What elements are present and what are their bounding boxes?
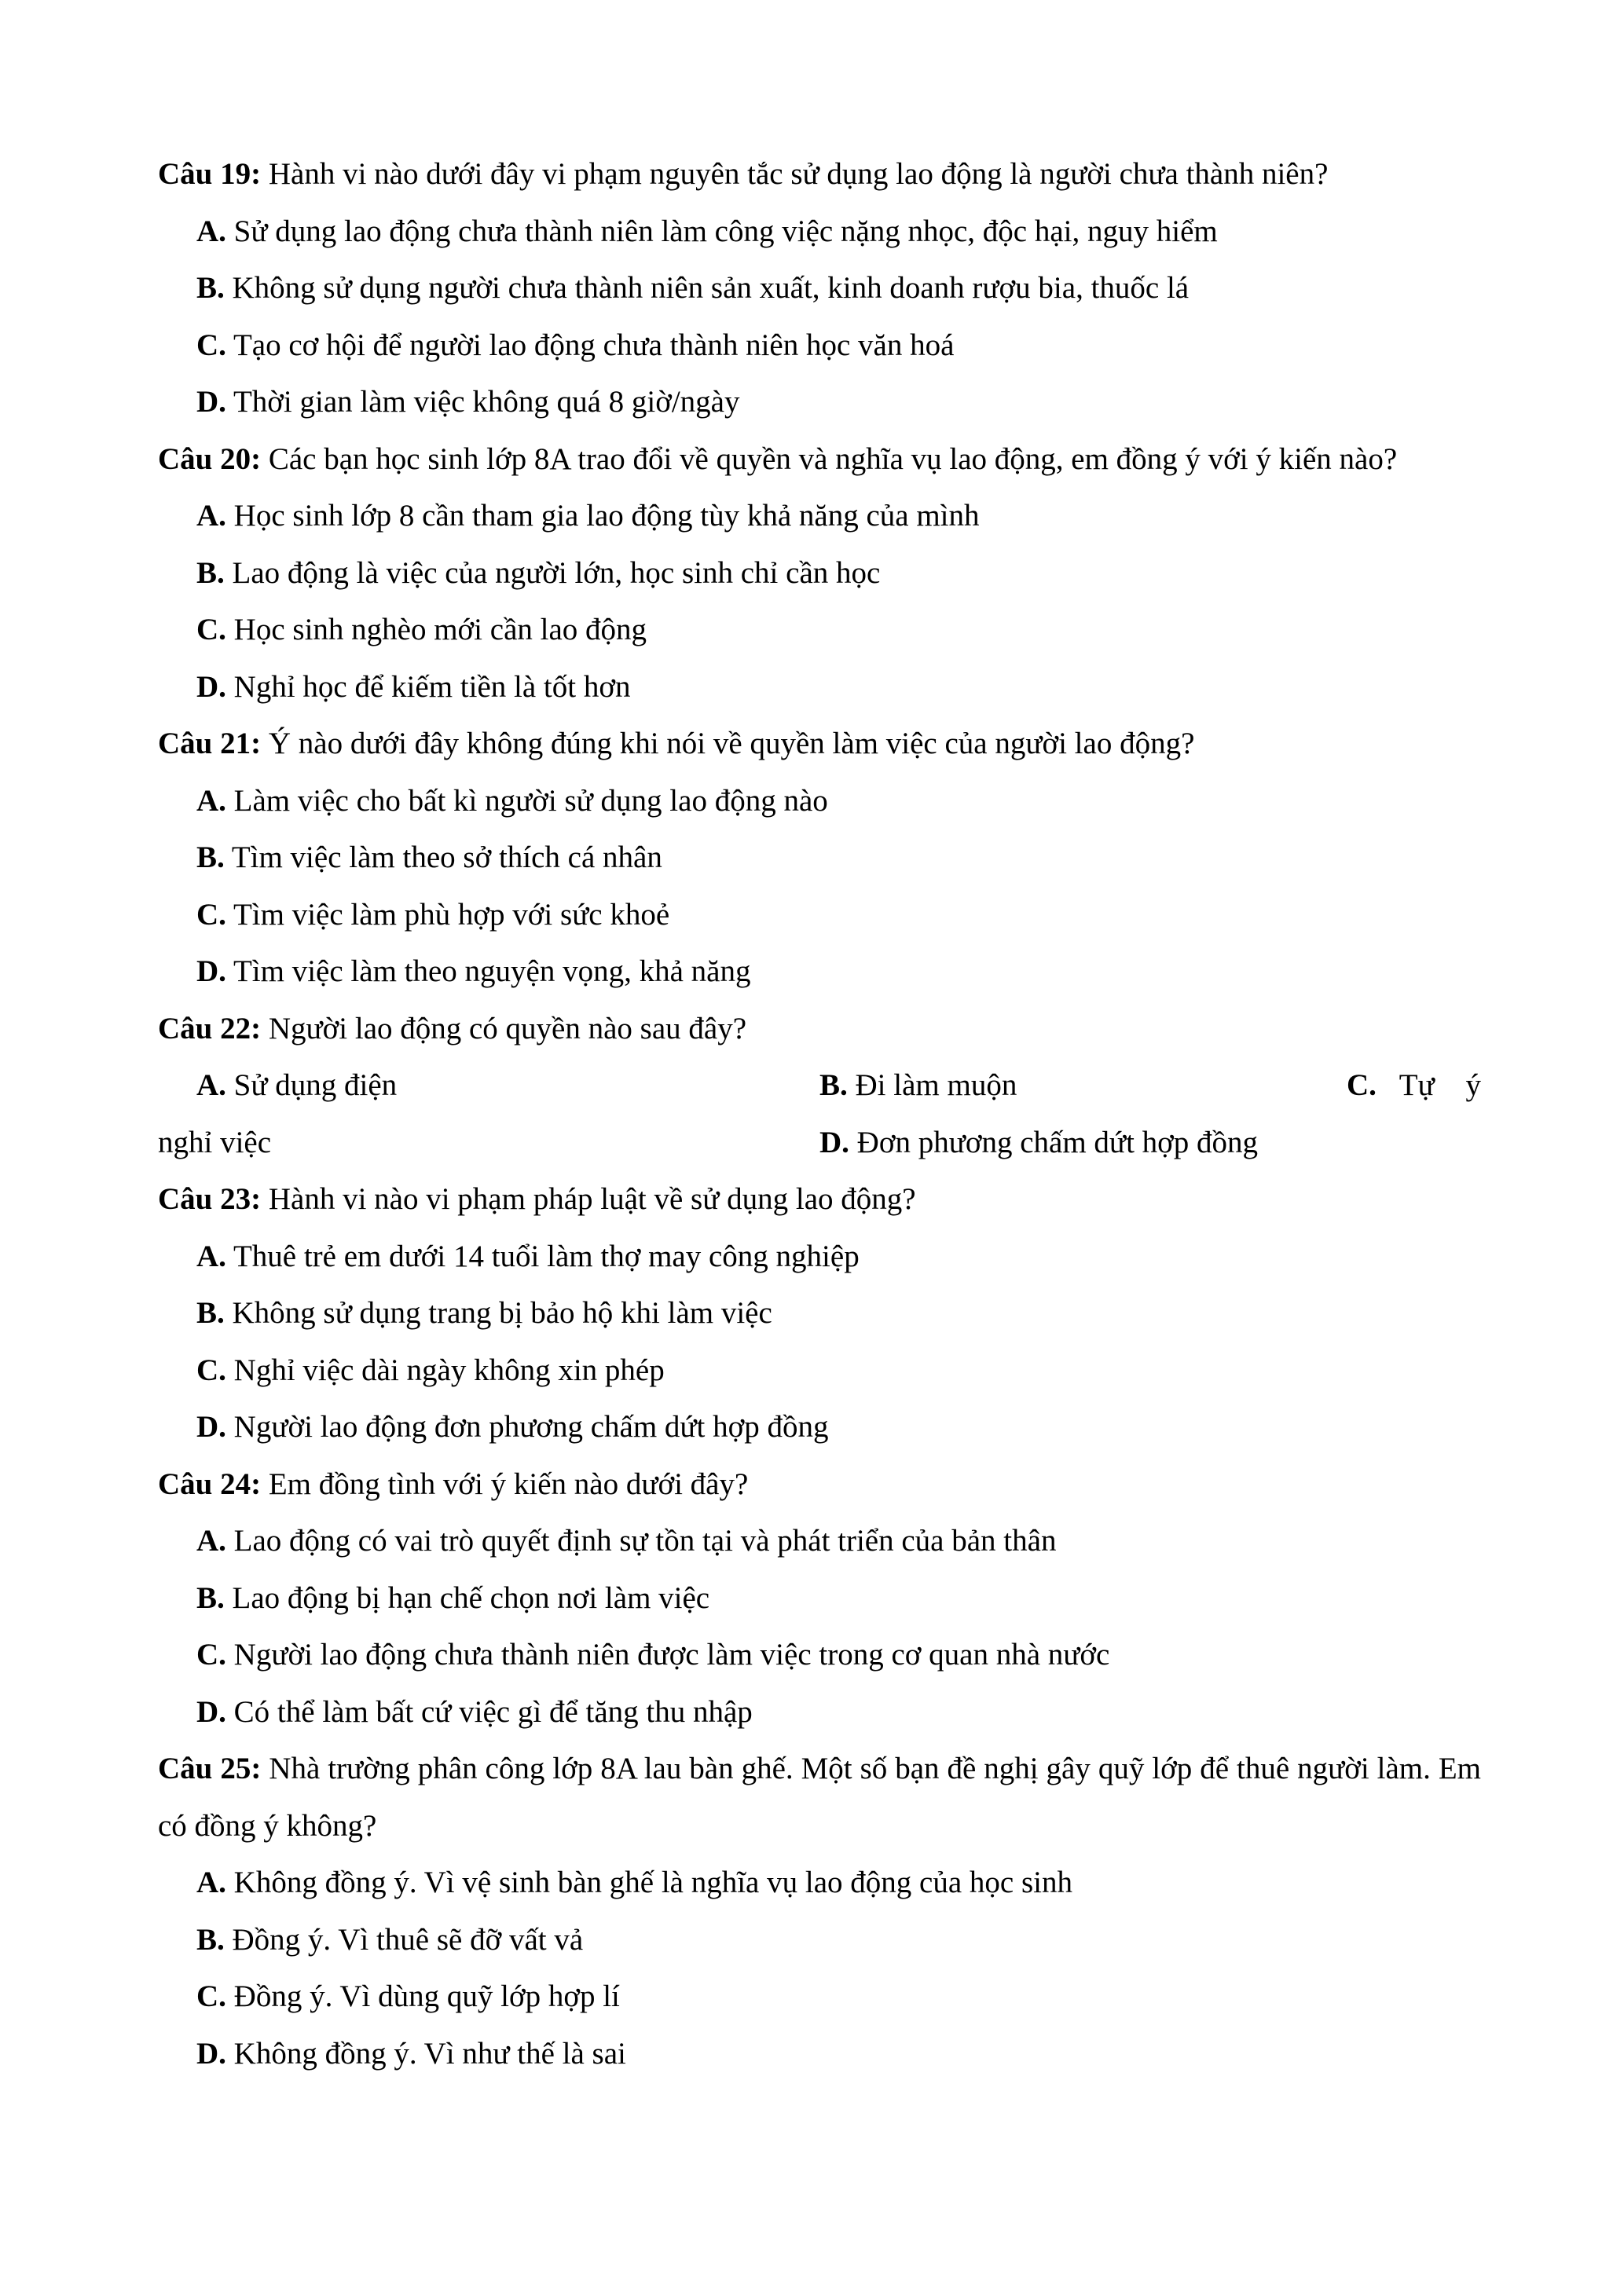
option-key: D. bbox=[196, 2036, 226, 2071]
option-key: B. bbox=[196, 1922, 225, 1957]
option-text: Đồng ý. Vì thuê sẽ đỡ vất vả bbox=[232, 1922, 584, 1957]
option-a bbox=[158, 488, 1481, 545]
option-key: C. bbox=[1347, 1068, 1377, 1102]
option-text: Đồng ý. Vì dùng quỹ lớp hợp lí bbox=[233, 1979, 620, 2013]
option-text: Thuê trẻ em dưới 14 tuổi làm thợ may công nghiệp bbox=[233, 1239, 860, 1273]
option-text: Tạo cơ hội để người lao động chưa thành niên học văn hoá bbox=[233, 328, 955, 362]
options-row bbox=[158, 1115, 1481, 1172]
option-text: Đi làm muộn bbox=[855, 1068, 1017, 1102]
option-key: C. bbox=[196, 897, 226, 932]
option-text: Thời gian làm việc không quá 8 giờ/ngày bbox=[233, 385, 740, 419]
question-label: Câu 24: bbox=[158, 1467, 262, 1501]
option-key: A. bbox=[196, 499, 226, 533]
option-b bbox=[158, 260, 1481, 317]
option-b bbox=[158, 1570, 1481, 1628]
option-key: C. bbox=[196, 1638, 226, 1672]
option-key: D. bbox=[196, 1410, 226, 1444]
question-text: Hành vi nào vi phạm pháp luật về sử dụng lao động? bbox=[268, 1182, 916, 1216]
option-a bbox=[158, 203, 1481, 261]
question-stem bbox=[158, 1741, 1481, 1855]
document-body bbox=[158, 146, 1481, 2082]
option-text: Tìm việc làm theo nguyện vọng, khả năng bbox=[233, 954, 751, 988]
option-key: A. bbox=[196, 1239, 226, 1273]
option-text: Nghỉ việc dài ngày không xin phép bbox=[233, 1353, 665, 1387]
question-21 bbox=[158, 716, 1481, 1001]
option-text: Tìm việc làm phù hợp với sức khoẻ bbox=[233, 897, 670, 932]
option-key: A. bbox=[196, 1068, 226, 1102]
option-d bbox=[158, 1399, 1481, 1456]
option-key: C. bbox=[196, 328, 226, 362]
option-a bbox=[158, 1855, 1481, 1912]
option-text: Lao động bị hạn chế chọn nơi làm việc bbox=[232, 1580, 710, 1615]
option-key: A. bbox=[196, 1524, 226, 1558]
question-label: Câu 25: bbox=[158, 1752, 262, 1785]
question-22 bbox=[158, 1001, 1481, 1172]
question-label: Câu 20: bbox=[158, 441, 262, 476]
option-key: C. bbox=[196, 1353, 226, 1387]
option-text: Không đồng ý. Vì như thế là sai bbox=[233, 2036, 626, 2071]
option-key: C. bbox=[196, 1979, 226, 2013]
option-text: Sử dụng điện bbox=[233, 1068, 398, 1102]
option-key: A. bbox=[196, 783, 226, 818]
question-stem bbox=[158, 146, 1481, 203]
option-key: A. bbox=[196, 1866, 226, 1899]
option-text: Lao động có vai trò quyết định sự tồn tại và phát triển của bản thân bbox=[233, 1524, 1057, 1558]
option-text: Học sinh lớp 8 cần tham gia lao động tùy khả năng của mình bbox=[233, 499, 980, 533]
option-b bbox=[158, 1285, 1481, 1342]
option-text: Người lao động đơn phương chấm dứt hợp đồng bbox=[233, 1410, 829, 1444]
option-a bbox=[158, 773, 1481, 830]
option-text: Nghỉ học để kiếm tiền là tốt hơn bbox=[233, 669, 631, 704]
option-d bbox=[819, 1115, 1258, 1172]
question-19 bbox=[158, 146, 1481, 431]
option-text: Học sinh nghèo mới cần lao động bbox=[233, 613, 647, 646]
option-key: D. bbox=[196, 954, 226, 988]
option-text: Lao động là việc của người lớn, học sinh chỉ cần học bbox=[232, 555, 881, 590]
option-d bbox=[158, 943, 1481, 1001]
option-key: B. bbox=[196, 271, 225, 305]
question-text: Các bạn học sinh lớp 8A trao đổi về quyền và nghĩa vụ lao động, em đồng ý với ý kiến nào? bbox=[268, 441, 1398, 476]
option-c-continuation: nghỉ việc bbox=[158, 1125, 272, 1159]
option-c bbox=[158, 317, 1481, 375]
question-label: Câu 22: bbox=[158, 1011, 262, 1045]
option-text: Đơn phương chấm dứt hợp đồng bbox=[856, 1125, 1259, 1159]
option-a bbox=[196, 1057, 397, 1115]
option-c bbox=[158, 1342, 1481, 1400]
option-text: Không đồng ý. Vì vệ sinh bàn ghế là nghĩa vụ lao động của học sinh bbox=[233, 1866, 1072, 1899]
question-23 bbox=[158, 1171, 1481, 1456]
option-b bbox=[158, 1912, 1481, 1969]
question-text: Em đồng tình với ý kiến nào dưới đây? bbox=[268, 1467, 749, 1501]
question-label: Câu 23: bbox=[158, 1182, 262, 1216]
options-row bbox=[158, 1057, 1481, 1115]
option-c bbox=[158, 602, 1481, 659]
option-d bbox=[158, 1684, 1481, 1741]
option-a bbox=[158, 1513, 1481, 1570]
option-key: C. bbox=[196, 613, 226, 646]
option-key: B. bbox=[819, 1068, 848, 1102]
option-key: B. bbox=[196, 1580, 225, 1615]
option-key: D. bbox=[196, 669, 226, 704]
option-key: D. bbox=[196, 1694, 226, 1729]
question-stem bbox=[158, 431, 1481, 489]
question-24 bbox=[158, 1456, 1481, 1741]
question-25 bbox=[158, 1741, 1481, 2082]
question-label: Câu 19: bbox=[158, 157, 262, 191]
option-text: Có thể làm bất cứ việc gì để tăng thu nhập bbox=[233, 1694, 753, 1729]
option-key: D. bbox=[819, 1125, 849, 1159]
option-d bbox=[158, 374, 1481, 431]
question-stem bbox=[158, 1456, 1481, 1514]
option-key: D. bbox=[196, 385, 226, 419]
option-text: Tự ý bbox=[1399, 1068, 1481, 1102]
option-d bbox=[158, 2026, 1481, 2083]
option-text: Không sử dụng trang bị bảo hộ khi làm việc bbox=[232, 1296, 772, 1330]
question-label: Câu 21: bbox=[158, 727, 262, 760]
question-text: Hành vi nào dưới đây vi phạm nguyên tắc sử dụng lao động là người chưa thành niên? bbox=[268, 157, 1329, 191]
option-a bbox=[158, 1229, 1481, 1286]
option-text: Người lao động chưa thành niên được làm việc trong cơ quan nhà nước bbox=[233, 1638, 1110, 1672]
option-c bbox=[158, 887, 1481, 944]
option-d bbox=[158, 659, 1481, 716]
question-stem bbox=[158, 1001, 1481, 1058]
option-key: B. bbox=[196, 1296, 225, 1330]
option-text: Không sử dụng người chưa thành niên sản xuất, kinh doanh rượu bia, thuốc lá bbox=[232, 271, 1190, 305]
question-stem bbox=[158, 1171, 1481, 1229]
option-text: Sử dụng lao động chưa thành niên làm công việc nặng nhọc, độc hại, nguy hiểm bbox=[233, 214, 1218, 248]
question-text: Người lao động có quyền nào sau đây? bbox=[268, 1011, 747, 1045]
option-b bbox=[158, 829, 1481, 887]
option-key: B. bbox=[196, 840, 225, 874]
option-b bbox=[158, 545, 1481, 602]
question-text: Ý nào dưới đây không đúng khi nói về quyền làm việc của người lao động? bbox=[268, 727, 1195, 760]
option-text: Tìm việc làm theo sở thích cá nhân bbox=[231, 840, 662, 874]
question-text: Nhà trường phân công lớp 8A lau bàn ghế. Một số bạn đề nghị gây quỹ lớp để thuê người làm. Em có đồng ý không? bbox=[158, 1752, 1482, 1843]
option-c bbox=[158, 1968, 1481, 2026]
option-key: B. bbox=[196, 555, 225, 590]
option-c bbox=[1347, 1057, 1481, 1115]
option-c bbox=[158, 1627, 1481, 1684]
option-text: Làm việc cho bất kì người sử dụng lao động nào bbox=[233, 783, 828, 818]
option-key: A. bbox=[196, 214, 226, 248]
option-b bbox=[819, 1057, 1017, 1115]
question-20 bbox=[158, 431, 1481, 716]
question-stem bbox=[158, 716, 1481, 773]
